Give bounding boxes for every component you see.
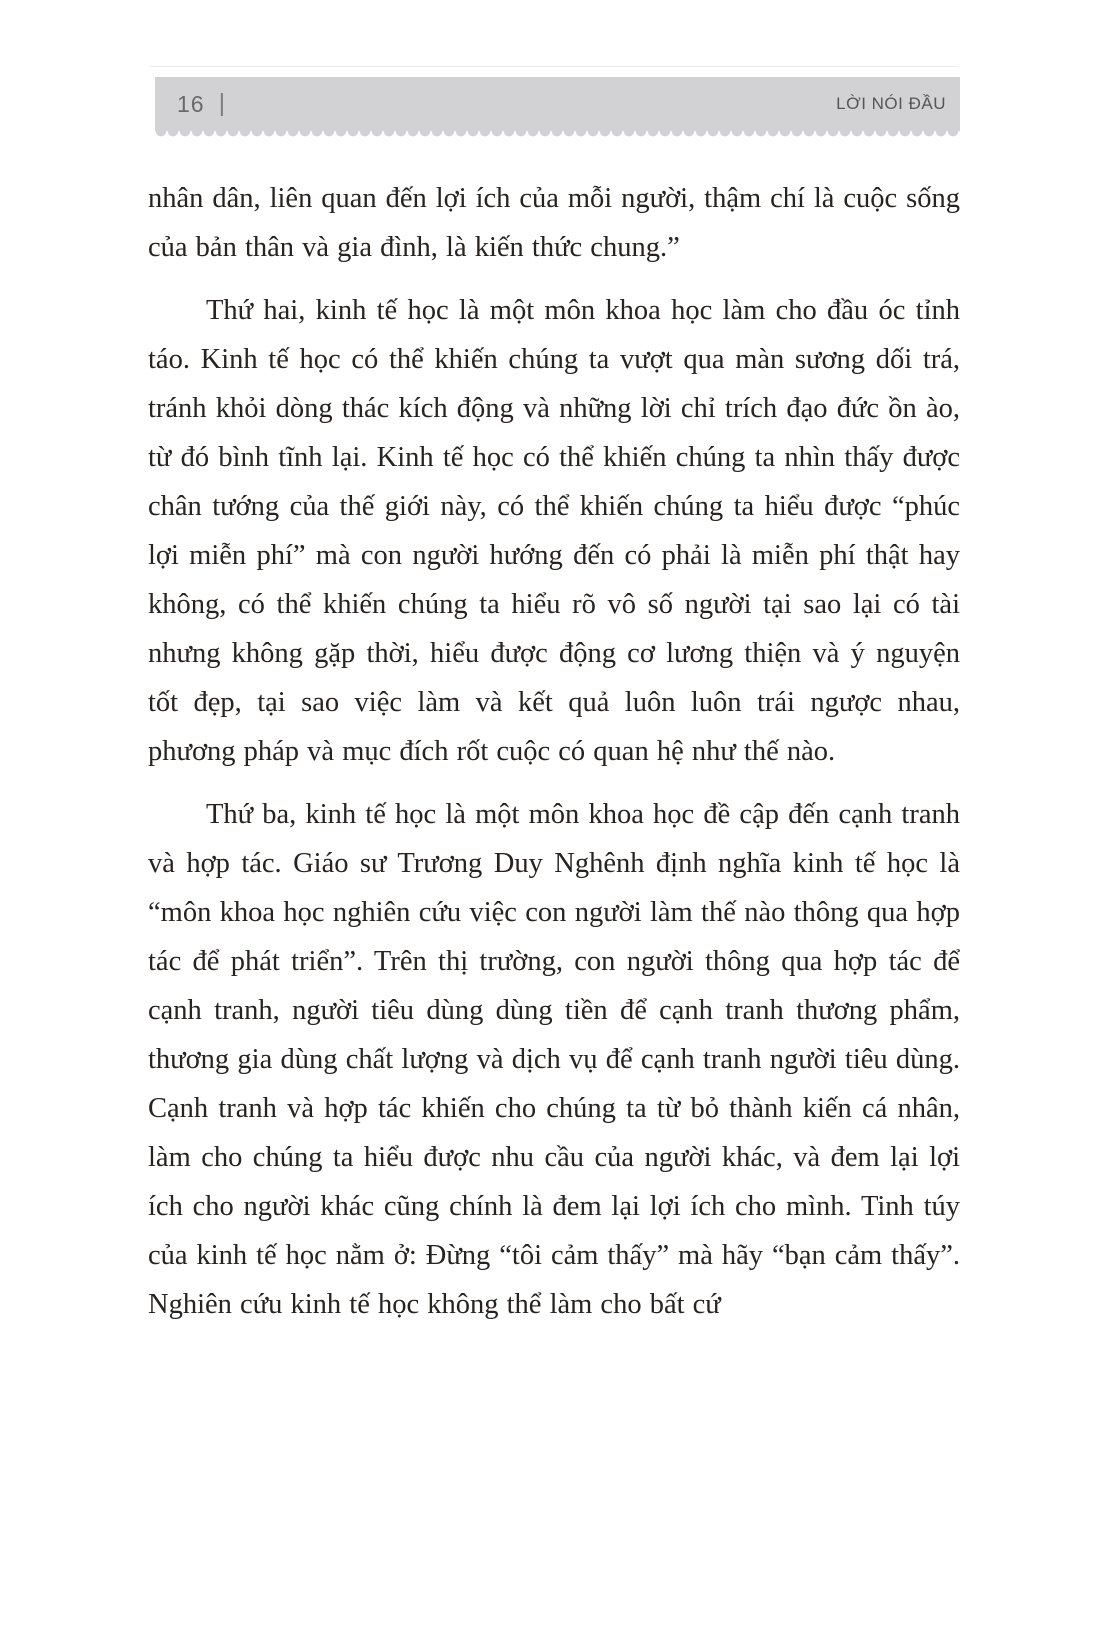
page-header [155,77,960,131]
page-number: 16 [177,90,205,117]
body-paragraph: nhân dân, liên quan đến lợi ích của mỗi người, thậm chí là cuộc sống của bản thân và gia đình, là kiến thức chung.” [148,183,960,263]
header-separator: | [218,88,226,117]
body-paragraph: Thứ hai, kinh tế học là một môn khoa học làm cho đầu óc tỉnh táo. Kinh tế học có thể khiến chúng ta vượt qua màn sương dối trá, tránh khỏi dòng thác kích động và những lời chỉ trích đạo đức ồn ào, từ đó bình tĩnh lại. Kinh tế học có thể khiến chúng ta nhìn thấy được chân tướng của thế giới này, có thể khiến chúng ta hiểu được “phúc lợi miễn phí” mà con người hướng đến có phải là miễn phí thật hay không, có thể khiến chúng ta hiểu rõ vô số người tại sao lại có tài nhưng không gặp thời, hiểu được động cơ lương thiện và ý nguyện tốt đẹp, tại sao việc làm và kết quả luôn luôn trái ngược nhau, phương pháp và mục đích rốt cuộc có quan hệ như thế nào. [148,295,960,767]
header-left [177,88,226,118]
body-text [148,174,960,1329]
chapter-title: LỜI NÓI ĐẦU [836,94,946,113]
top-hairline [150,66,958,67]
body-paragraph: Thứ ba, kinh tế học là một môn khoa học đề cập đến cạnh tranh và hợp tác. Giáo sư Trương Duy Nghênh định nghĩa kinh tế học là “môn khoa học nghiên cứu việc con người làm thế nào thông qua hợp tác để phát triển”. Trên thị trường, con người thông qua hợp tác để cạnh tranh, người tiêu dùng dùng tiền để cạnh tranh thương phẩm, thương gia dùng chất lượng và dịch vụ để cạnh tranh người tiêu dùng. Cạnh tranh và hợp tác khiến cho chúng ta từ bỏ thành kiến cá nhân, làm cho chúng ta hiểu được nhu cầu của người khác, và đem lại lợi ích cho người khác cũng chính là đem lại lợi ích cho mình. Tinh túy của kinh tế học nằm ở: Đừng “tôi cảm thấy” mà hãy “bạn cảm thấy”. Nghiên cứu kinh tế học không thể làm cho bất cứ [148,799,960,1320]
header-perforated-edge [155,131,960,138]
